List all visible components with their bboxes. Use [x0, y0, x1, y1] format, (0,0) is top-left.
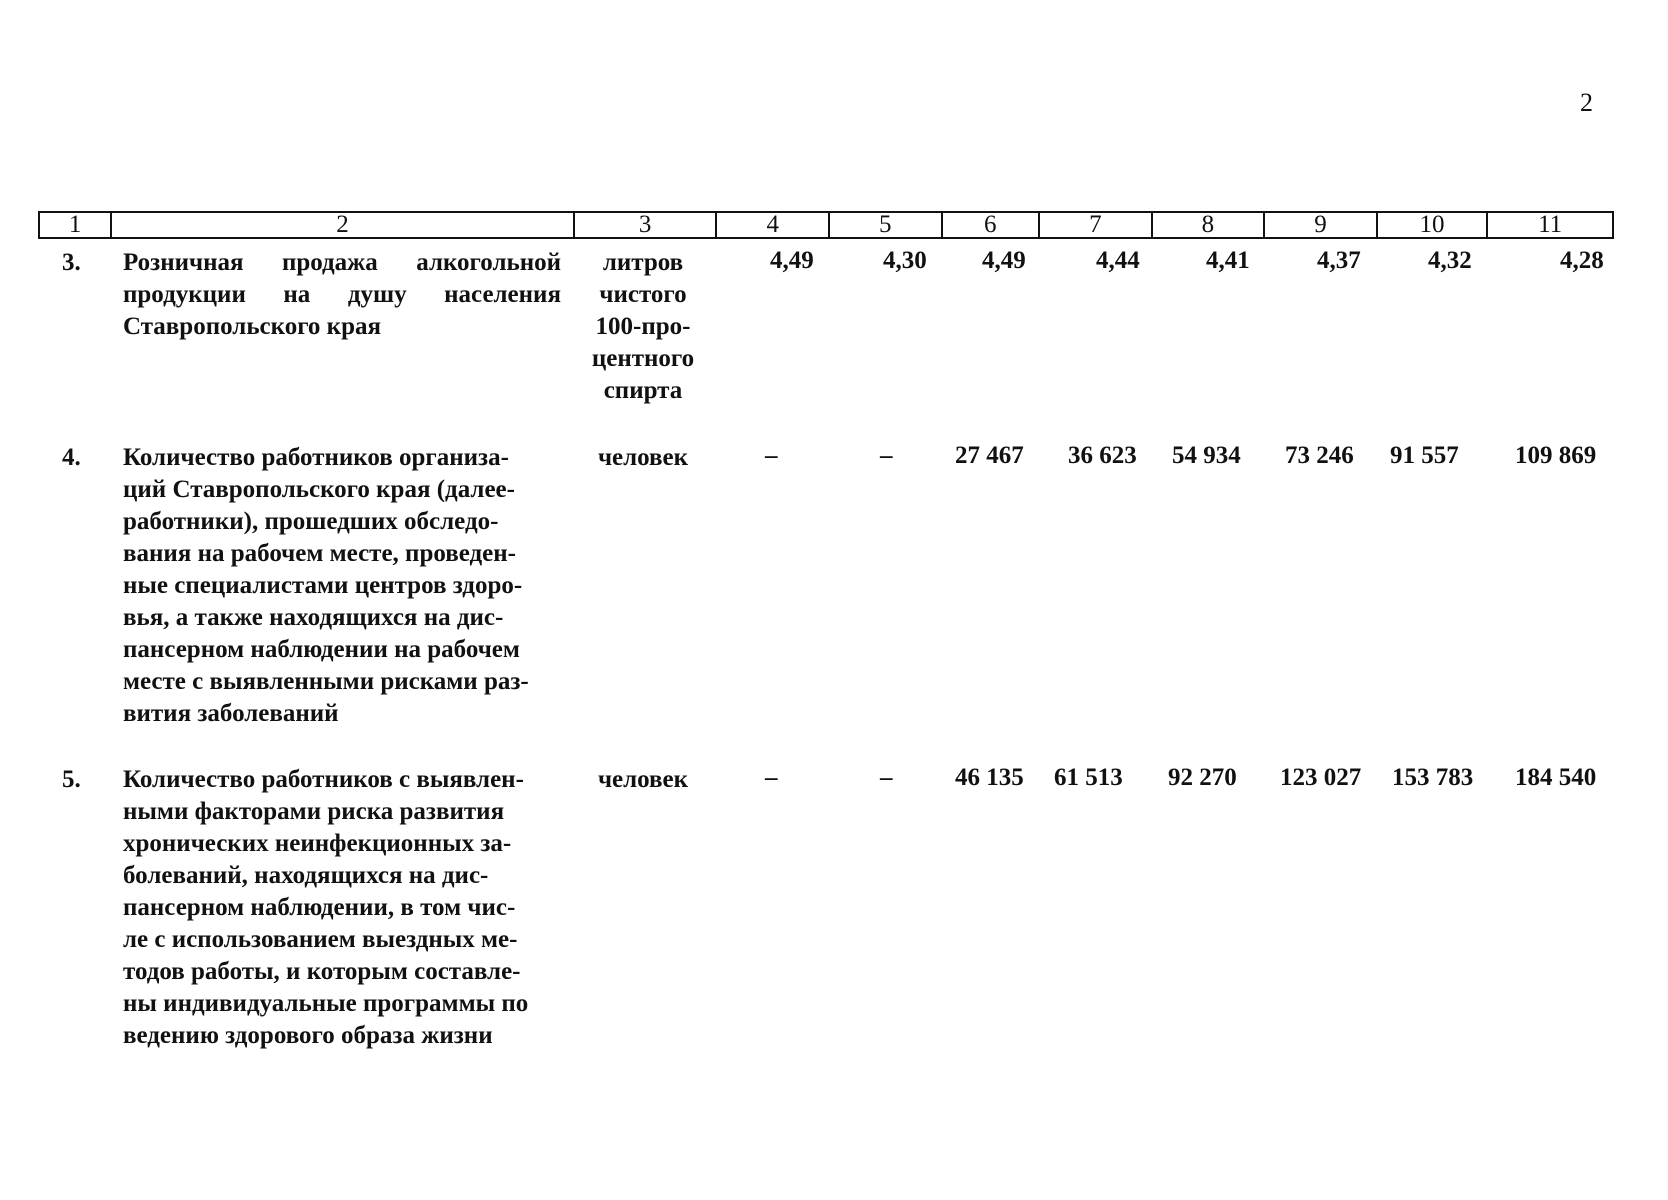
- row-description: Количество работников организа- ций Ставропольского края (далее- работники), прошедших обследо- вания на рабочем месте, проведен- ные специалистами центров здоро- вья, а также находящихся на дис- пансерном наблюдении на рабочем месте с выявленными рисками раз- вития заболеваний: [123, 444, 529, 727]
- column-header: 1: [39, 212, 111, 238]
- value-cell: 4,32: [1428, 247, 1472, 274]
- value-cell: 4,41: [1206, 247, 1250, 274]
- value-cell: –: [765, 764, 778, 791]
- column-header: 4: [716, 212, 829, 238]
- value-cell: 73 246: [1285, 442, 1354, 469]
- value-cell: –: [765, 442, 778, 469]
- column-header: 6: [942, 212, 1039, 238]
- value-cell: –: [880, 442, 893, 469]
- value-cell: 4,30: [883, 247, 927, 274]
- value-cell: –: [880, 764, 893, 791]
- row-number: 4.: [62, 444, 81, 471]
- row-number: 3.: [62, 249, 81, 276]
- column-header: 2: [111, 212, 573, 238]
- value-cell: 27 467: [955, 442, 1024, 469]
- value-cell: 4,49: [982, 247, 1026, 274]
- column-number-header: [38, 211, 1614, 239]
- value-cell: 153 783: [1392, 764, 1474, 791]
- row-description: Розничная продажа алкогольной продукции на душу населения Ставропольского края: [123, 249, 561, 340]
- value-cell: 46 135: [955, 764, 1024, 791]
- value-cell: 123 027: [1280, 764, 1362, 791]
- row-unit: литров чистого 100-про- центного спирта: [591, 249, 695, 404]
- value-cell: 36 623: [1068, 442, 1137, 469]
- value-cell: 4,44: [1096, 247, 1140, 274]
- row-unit: человек: [597, 766, 689, 793]
- row-description: Количество работников с выявлен- ными факторами риска развития хронических неинфекционных за- болеваний, находящихся на дис- пансерном наблюдении, в том чис- ле с использованием выездных ме- тодов работы, и которым составле- ны индивидуальные программы по ведению здорового образа жизни: [123, 766, 529, 1049]
- column-header: 10: [1377, 212, 1488, 238]
- value-cell: 61 513: [1054, 764, 1123, 791]
- column-header: 11: [1487, 212, 1613, 238]
- value-cell: 4,37: [1317, 247, 1361, 274]
- column-header: 9: [1264, 212, 1377, 238]
- column-header: 3: [574, 212, 717, 238]
- value-cell: 184 540: [1515, 764, 1597, 791]
- page-number: 2: [1580, 88, 1593, 117]
- row-unit: человек: [597, 444, 689, 471]
- column-header: 8: [1152, 212, 1265, 238]
- column-header: 7: [1039, 212, 1152, 238]
- value-cell: 54 934: [1172, 442, 1241, 469]
- value-cell: 109 869: [1515, 442, 1597, 469]
- column-header: 5: [829, 212, 942, 238]
- value-cell: 4,49: [770, 247, 814, 274]
- value-cell: 91 557: [1390, 442, 1459, 469]
- row-number: 5.: [62, 766, 81, 793]
- value-cell: 4,28: [1560, 247, 1604, 274]
- value-cell: 92 270: [1168, 764, 1237, 791]
